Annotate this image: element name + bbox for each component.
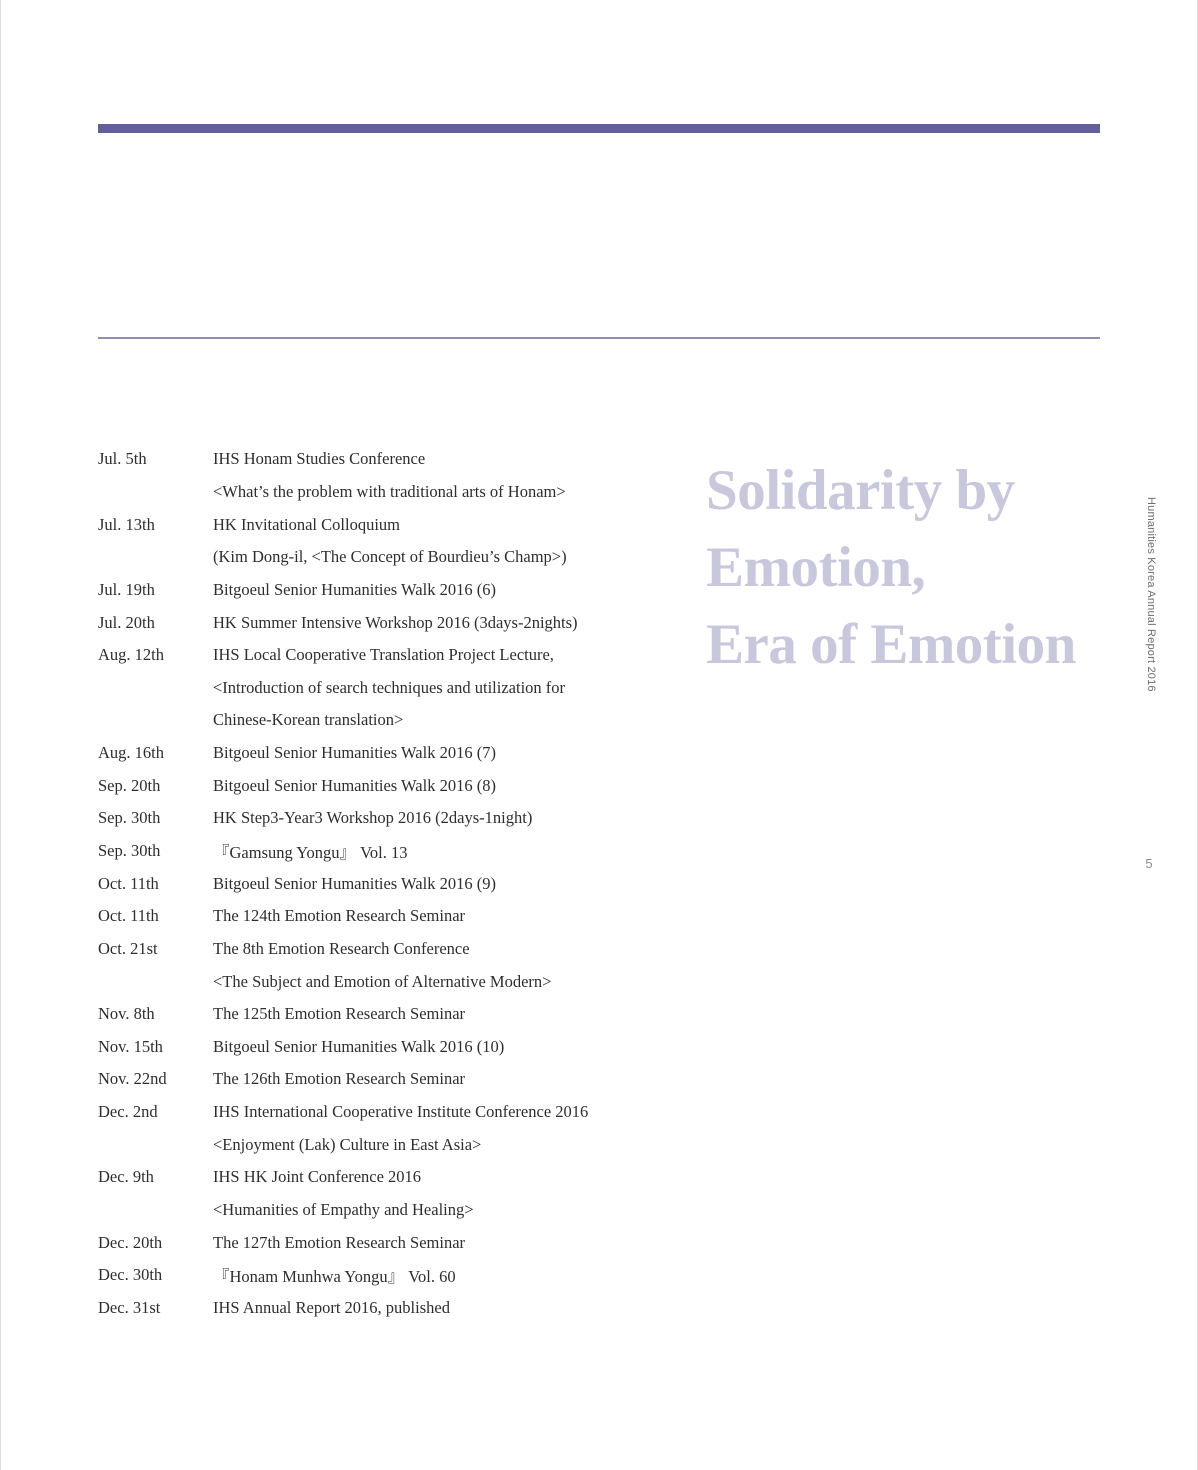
schedule-row [98,541,678,574]
schedule-row [98,1161,678,1194]
schedule-event: The 125th Emotion Research Seminar [213,1004,466,1024]
schedule-date: Dec. 9th [98,1167,154,1187]
schedule-event: HK Step3-Year3 Workshop 2016 (2days-1night) [213,808,533,828]
schedule-row [98,1259,678,1292]
schedule-date: Oct. 21st [98,938,158,958]
schedule-row [98,867,678,900]
schedule-date: Dec. 2nd [98,1102,158,1122]
page-number: 5 [1145,856,1153,871]
schedule-row [98,769,678,802]
header-accent-bar [98,124,1100,133]
schedule-date: Jul. 5th [98,449,147,469]
schedule-row [98,835,678,868]
schedule-event: (Kim Dong-il, <The Concept of Bourdieu’s Champ>) [213,547,567,567]
schedule-event: IHS HK Joint Conference 2016 [213,1167,422,1187]
schedule-event: Chinese-Korean translation> [213,710,404,730]
schedule-date: Nov. 15th [98,1036,163,1056]
schedule-date: Sep. 30th [98,808,161,828]
schedule-event: 『Honam Munhwa Yongu』 Vol. 60 [213,1267,456,1287]
headline-line-3: Era of Emotion [706,613,1076,676]
schedule-event: <Introduction of search techniques and utilization for [213,677,566,697]
schedule-event: HK Summer Intensive Workshop 2016 (3days-2nights) [213,612,578,632]
schedule-event: Bitgoeul Senior Humanities Walk 2016 (9) [213,873,496,893]
schedule-date: Jul. 13th [98,514,155,534]
schedule-row [98,802,678,835]
event-schedule [98,443,678,1324]
schedule-row [98,1128,678,1161]
schedule-date: Dec. 20th [98,1232,163,1252]
schedule-event: The 124th Emotion Research Seminar [213,906,466,926]
schedule-row [98,606,678,639]
schedule-date: Jul. 20th [98,612,155,632]
schedule-date: Dec. 31st [98,1297,161,1317]
running-title: Humanities Korea Annual Report 2016 [1145,497,1157,692]
headline-line-2: Emotion, [706,536,926,599]
schedule-row [98,443,678,476]
schedule-date: Sep. 30th [98,841,161,860]
schedule-row [98,1031,678,1064]
schedule-date: Nov. 8th [98,1004,155,1024]
schedule-row [98,965,678,998]
schedule-row [98,737,678,770]
schedule-row [98,1096,678,1129]
schedule-event: IHS Annual Report 2016, published [213,1297,450,1317]
schedule-date: Jul. 19th [98,579,155,599]
schedule-date: Oct. 11th [98,906,159,926]
schedule-date: Sep. 20th [98,775,161,795]
schedule-date: Aug. 12th [98,645,164,665]
schedule-event: IHS Honam Studies Conference [213,449,426,469]
page-edge-left [0,0,1,1470]
section-divider [98,337,1100,339]
schedule-event: The 127th Emotion Research Seminar [213,1232,466,1252]
headline-line-1: Solidarity by [706,459,1015,522]
schedule-event: The 8th Emotion Research Conference [213,938,470,958]
schedule-event: <Humanities of Empathy and Healing> [213,1200,474,1220]
schedule-event: IHS International Cooperative Institute Conference 2016 [213,1102,589,1122]
schedule-row [98,1226,678,1259]
schedule-event: Bitgoeul Senior Humanities Walk 2016 (7) [213,743,496,763]
schedule-event: <Enjoyment (Lak) Culture in East Asia> [213,1134,482,1154]
schedule-event: Bitgoeul Senior Humanities Walk 2016 (10) [213,1036,505,1056]
schedule-event: 『Gamsung Yongu』 Vol. 13 [213,843,408,862]
schedule-row [98,704,678,737]
schedule-row [98,476,678,509]
schedule-row [98,671,678,704]
schedule-row [98,639,678,672]
schedule-event: <The Subject and Emotion of Alternative Modern> [213,971,552,991]
schedule-row [98,1292,678,1325]
schedule-event: The 126th Emotion Research Seminar [213,1069,466,1089]
schedule-row [98,1194,678,1227]
schedule-event: Bitgoeul Senior Humanities Walk 2016 (6) [213,579,496,599]
schedule-row [98,508,678,541]
schedule-date: Nov. 22nd [98,1069,167,1089]
schedule-row [98,574,678,607]
schedule-row [98,933,678,966]
schedule-event: <What’s the problem with traditional arts of Honam> [213,481,566,501]
schedule-row [98,1063,678,1096]
schedule-event: Bitgoeul Senior Humanities Walk 2016 (8) [213,775,496,795]
schedule-date: Oct. 11th [98,873,159,893]
schedule-event: HK Invitational Colloquium [213,514,400,534]
schedule-date: Dec. 30th [98,1265,163,1285]
schedule-date: Aug. 16th [98,743,164,763]
headline [706,452,1126,683]
schedule-event: IHS Local Cooperative Translation Project Lecture, [213,645,554,665]
schedule-row [98,998,678,1031]
schedule-row [98,900,678,933]
